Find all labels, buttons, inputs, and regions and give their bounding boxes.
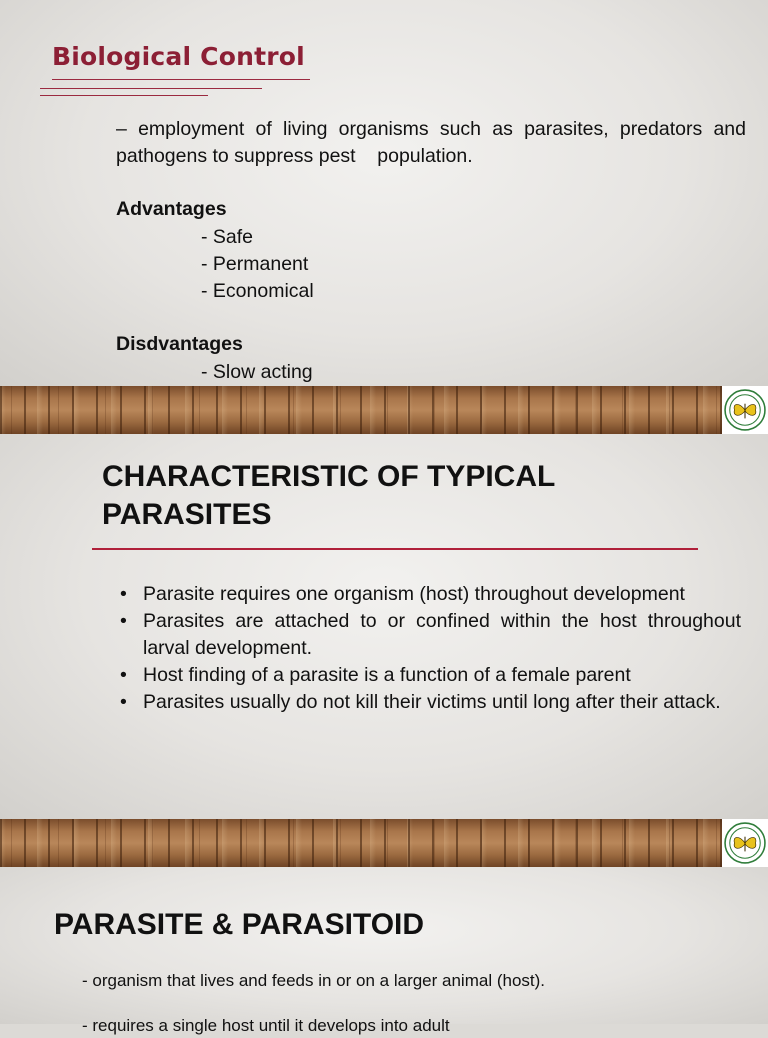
advantage-item: - Economical — [201, 280, 314, 302]
slide-title: CHARACTERISTIC OF TYPICAL PARASITES — [102, 460, 555, 531]
definition-text: – employment of living organisms such as parasites, predators and pathogens to suppress pest population. — [116, 118, 752, 167]
advantage-item: - Permanent — [201, 253, 309, 275]
parasite-characteristics-list — [118, 581, 741, 716]
wood-floor-divider — [0, 386, 722, 434]
seal-container — [722, 386, 768, 434]
seal-container — [722, 819, 768, 867]
wood-floor-divider — [0, 819, 722, 867]
slide-parasite-parasitoid — [0, 867, 768, 1024]
title-underline — [92, 548, 698, 550]
advantages-heading: Advantages — [116, 198, 227, 220]
list-item: • Host finding of a parasite is a function of a female parent — [120, 664, 631, 686]
slide-title: PARASITE & PARASITOID — [54, 908, 425, 941]
advantage-item: - Safe — [201, 226, 254, 248]
title-underline — [52, 79, 310, 80]
university-seal-icon — [724, 389, 766, 431]
university-seal-icon — [724, 822, 766, 864]
slide-biological-control — [0, 0, 768, 386]
disadvantages-heading: Disdvantages — [116, 333, 243, 355]
definition-line: - requires a single host until it develops into adult — [82, 1016, 450, 1035]
title-underline-2 — [40, 88, 262, 89]
list-item: • Parasites are attached to or confined within the host throughout larval development. — [120, 610, 741, 659]
title-underline-3 — [40, 95, 208, 96]
slide-title: Biological Control — [52, 42, 305, 71]
definition-line: - organism that lives and feeds in or on a larger animal (host). — [82, 971, 546, 990]
list-item: • Parasites usually do not kill their victims until long after their attack. — [120, 691, 721, 713]
disadvantage-item: - Slow acting — [201, 361, 313, 383]
list-item: • Parasite requires one organism (host) throughout development — [120, 583, 685, 605]
